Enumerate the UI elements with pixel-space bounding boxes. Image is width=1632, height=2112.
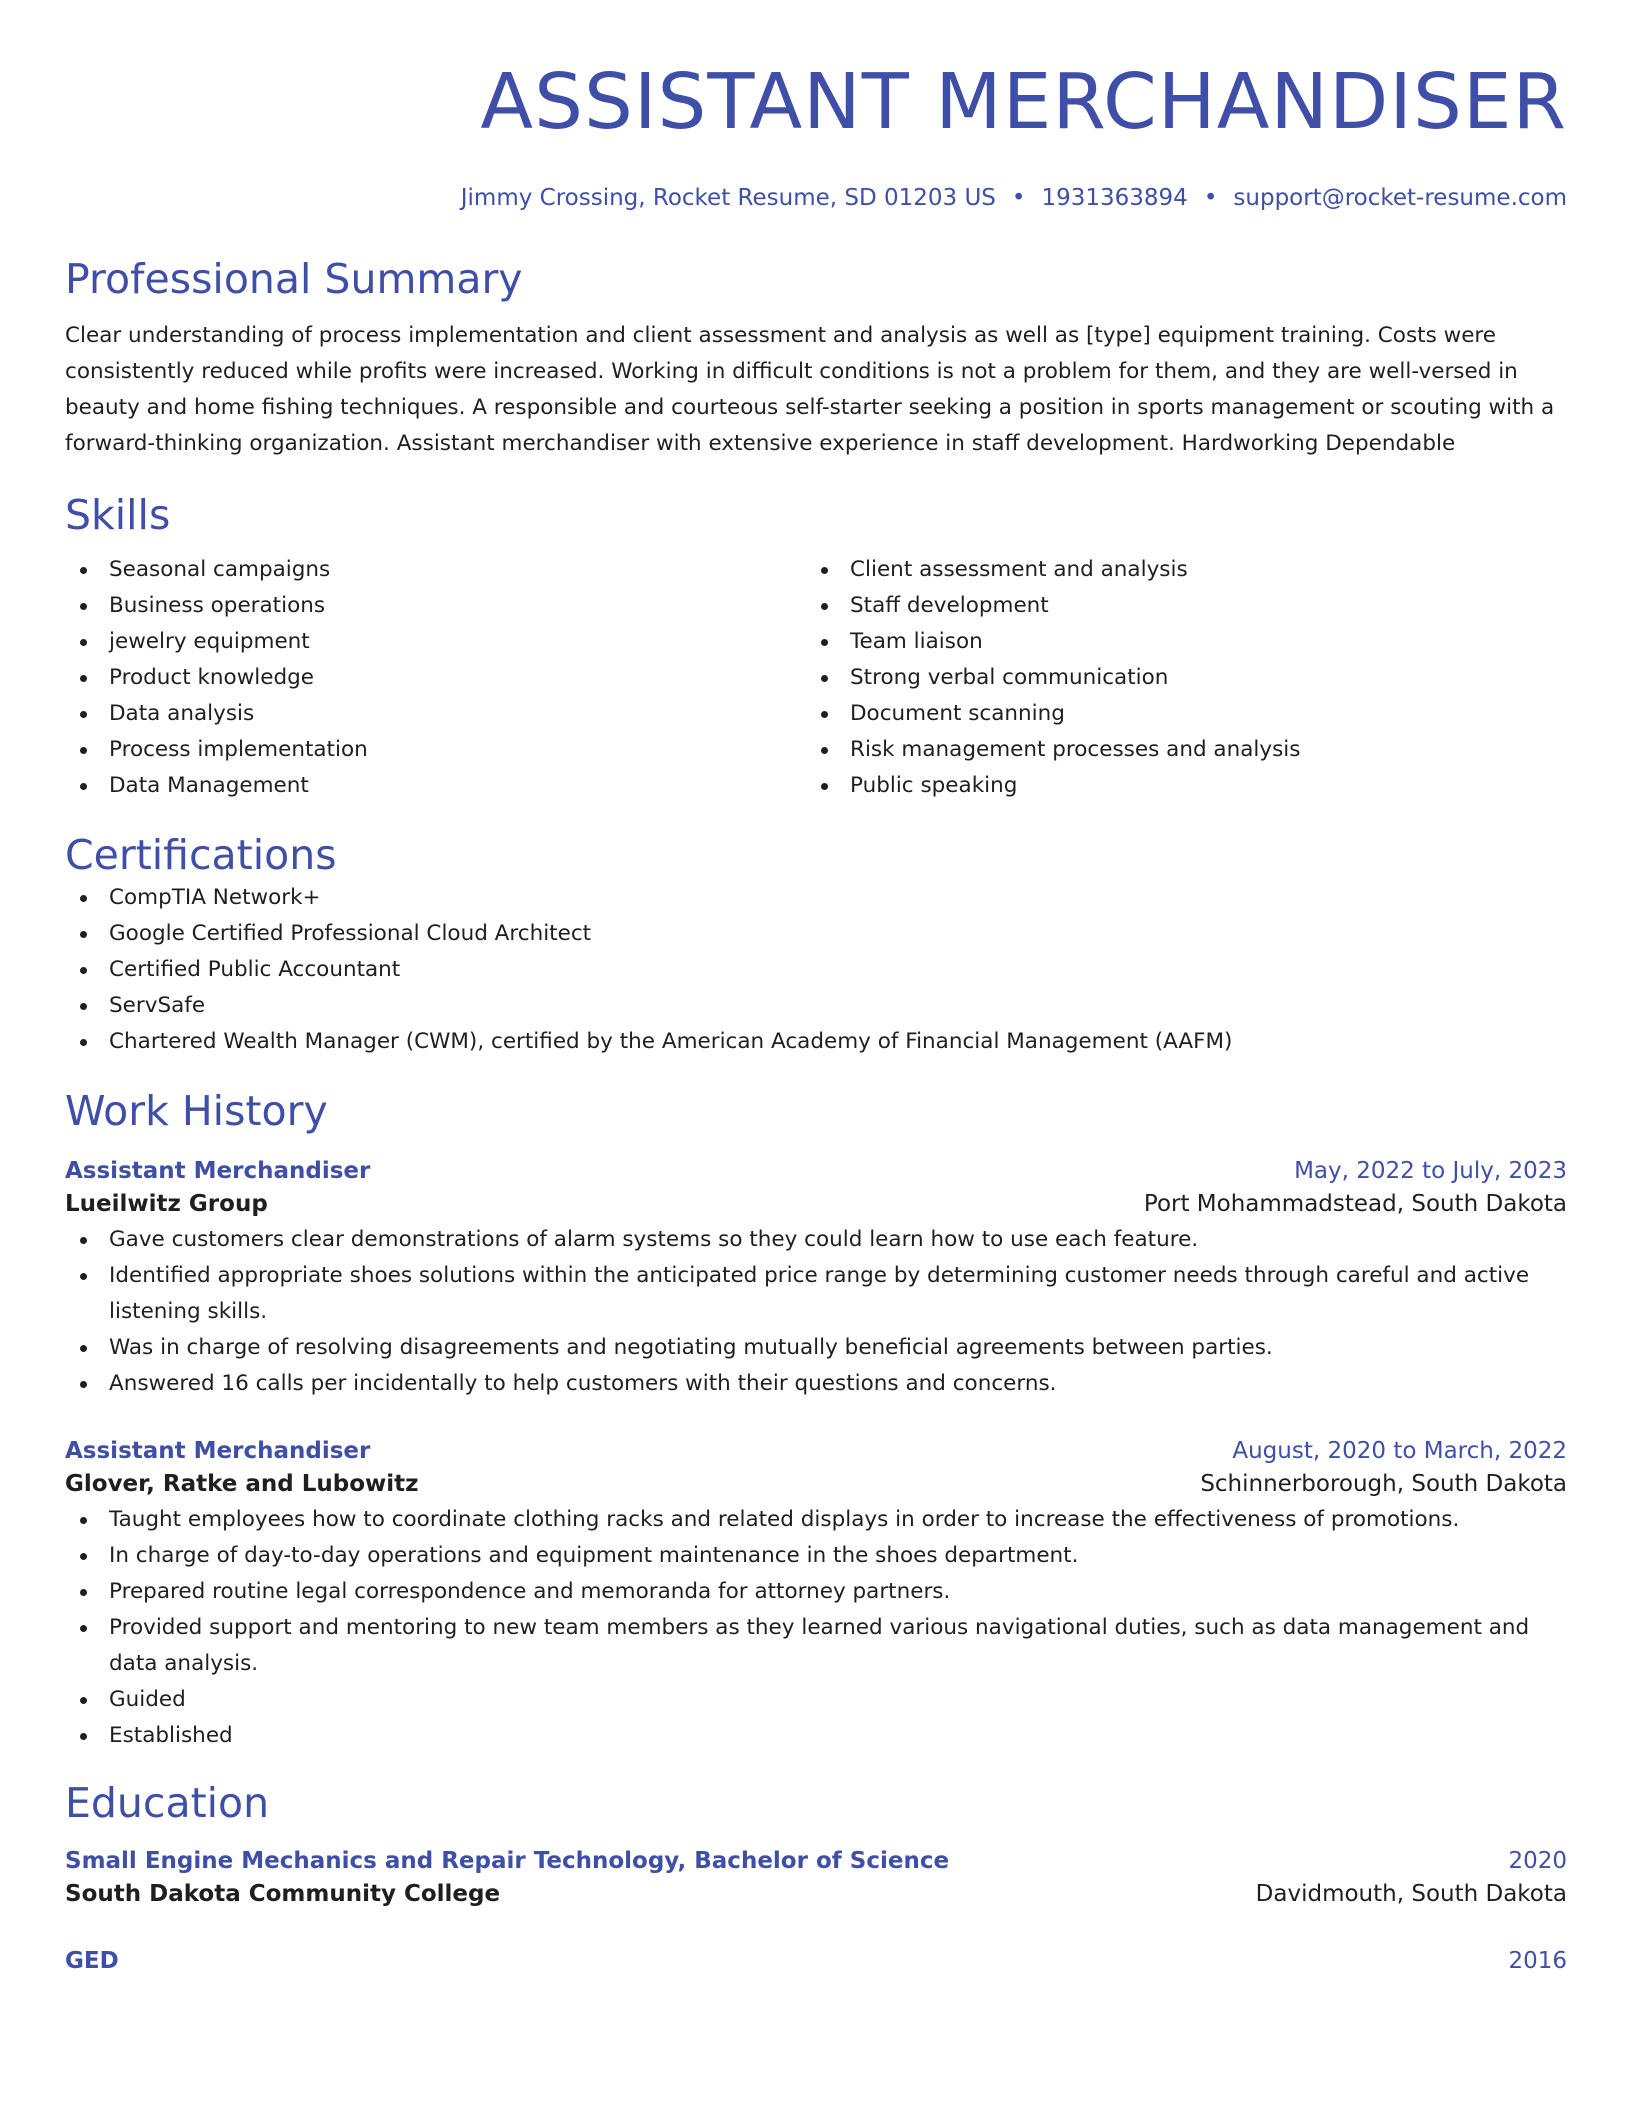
work-history-heading: Work History bbox=[65, 1087, 328, 1135]
certification-item: CompTIA Network+ bbox=[65, 880, 1567, 916]
education-header bbox=[65, 1846, 1567, 1876]
job-company: Glover, Ratke and Lubowitz bbox=[65, 1471, 419, 1497]
skill-item: Risk management processes and analysis bbox=[806, 732, 1547, 768]
job-role: Assistant Merchandiser bbox=[65, 1158, 371, 1184]
education-degree: Small Engine Mechanics and Repair Technology, Bachelor of Science bbox=[65, 1848, 950, 1874]
job-duty: Answered 16 calls per incidentally to help customers with their questions and concerns. bbox=[65, 1366, 1567, 1402]
skill-item: Process implementation bbox=[65, 732, 806, 768]
job-subheader bbox=[65, 1466, 1567, 1502]
summary-text: Clear understanding of process implementation and client assessment and analysis as well as [type] equipment training. Costs were consistently reduced while profits were increased. Working in difficult conditions is not a problem for them, and they are well-versed in beauty and home fishing techniques. A responsible and courteous self-starter seeking a position in sports management or scouting with a forward-thinking organization. Assistant merchandiser with extensive experience in staff development. Hardworking Dependable bbox=[65, 323, 1555, 456]
skill-item: Document scanning bbox=[806, 696, 1547, 732]
education-school: South Dakota Community College bbox=[65, 1881, 501, 1907]
job-duty: Identified appropriate shoes solutions within the anticipated price range by determining customer needs through careful and active listening skills. bbox=[65, 1258, 1567, 1330]
job-entry bbox=[65, 1436, 1567, 1754]
certifications-list bbox=[65, 880, 1567, 1060]
resume-title: ASSISTANT MERCHANDISER bbox=[480, 58, 1567, 147]
skills-grid bbox=[65, 552, 1567, 804]
skills-column-left bbox=[65, 552, 806, 804]
contact-separator: • bbox=[1203, 185, 1218, 211]
contact-address: Jimmy Crossing, Rocket Resume, SD 01203 US bbox=[460, 185, 996, 211]
job-duties bbox=[65, 1222, 1567, 1402]
job-entry bbox=[65, 1156, 1567, 1402]
job-role: Assistant Merchandiser bbox=[65, 1438, 371, 1464]
skill-item: Seasonal campaigns bbox=[65, 552, 806, 588]
job-duty: Provided support and mentoring to new team members as they learned various navigational duties, such as data management and data analysis. bbox=[65, 1610, 1567, 1682]
skill-item: Client assessment and analysis bbox=[806, 552, 1547, 588]
education-year: 2020 bbox=[1508, 1848, 1567, 1874]
job-duty: Was in charge of resolving disagreements and negotiating mutually beneficial agreements between parties. bbox=[65, 1330, 1567, 1366]
skill-item: Data analysis bbox=[65, 696, 806, 732]
job-duties bbox=[65, 1502, 1567, 1754]
certification-item: Certified Public Accountant bbox=[65, 952, 1567, 988]
summary-heading: Professional Summary bbox=[65, 255, 523, 303]
education-location: Davidmouth, South Dakota bbox=[1255, 1881, 1567, 1907]
job-duty: Gave customers clear demonstrations of alarm systems so they could learn how to use each feature. bbox=[65, 1222, 1567, 1258]
contact-line bbox=[65, 183, 1567, 213]
education-heading: Education bbox=[65, 1779, 270, 1827]
skill-item: jewelry equipment bbox=[65, 624, 806, 660]
job-location: Schinnerborough, South Dakota bbox=[1200, 1471, 1567, 1497]
education-degree: GED bbox=[65, 1948, 119, 1974]
job-duty: Taught employees how to coordinate clothing racks and related displays in order to increase the effectiveness of promotions. bbox=[65, 1502, 1567, 1538]
skill-item: Business operations bbox=[65, 588, 806, 624]
skills-column-right bbox=[806, 552, 1547, 804]
job-company: Lueilwitz Group bbox=[65, 1191, 268, 1217]
skill-item: Public speaking bbox=[806, 768, 1547, 804]
job-dates: May, 2022 to July, 2023 bbox=[1294, 1158, 1567, 1184]
education-header bbox=[65, 1946, 1567, 1976]
skill-item: Data Management bbox=[65, 768, 806, 804]
job-header bbox=[65, 1156, 1567, 1186]
contact-phone[interactable]: 1931363894 bbox=[1041, 185, 1188, 211]
job-duty: Established bbox=[65, 1718, 1567, 1754]
contact-email[interactable]: support@rocket-resume.com bbox=[1233, 185, 1567, 211]
certification-item: ServSafe bbox=[65, 988, 1567, 1024]
education-year: 2016 bbox=[1508, 1948, 1567, 1974]
skill-item: Staff development bbox=[806, 588, 1547, 624]
job-location: Port Mohammadstead, South Dakota bbox=[1143, 1191, 1567, 1217]
skills-heading: Skills bbox=[65, 491, 171, 539]
job-subheader bbox=[65, 1186, 1567, 1222]
job-dates: August, 2020 to March, 2022 bbox=[1232, 1438, 1567, 1464]
job-duty: Guided bbox=[65, 1682, 1567, 1718]
job-duty: In charge of day-to-day operations and equipment maintenance in the shoes department. bbox=[65, 1538, 1567, 1574]
job-header bbox=[65, 1436, 1567, 1466]
contact-separator: • bbox=[1011, 185, 1026, 211]
skill-item: Team liaison bbox=[806, 624, 1547, 660]
education-entry bbox=[65, 1846, 1567, 1912]
education-subheader bbox=[65, 1876, 1567, 1912]
certifications-heading: Certifications bbox=[65, 831, 337, 879]
job-duty: Prepared routine legal correspondence and memoranda for attorney partners. bbox=[65, 1574, 1567, 1610]
certification-item: Google Certified Professional Cloud Architect bbox=[65, 916, 1567, 952]
skill-item: Product knowledge bbox=[65, 660, 806, 696]
skill-item: Strong verbal communication bbox=[806, 660, 1547, 696]
certification-item: Chartered Wealth Manager (CWM), certified by the American Academy of Financial Management (AAFM) bbox=[65, 1024, 1567, 1060]
education-entry bbox=[65, 1946, 1567, 1976]
